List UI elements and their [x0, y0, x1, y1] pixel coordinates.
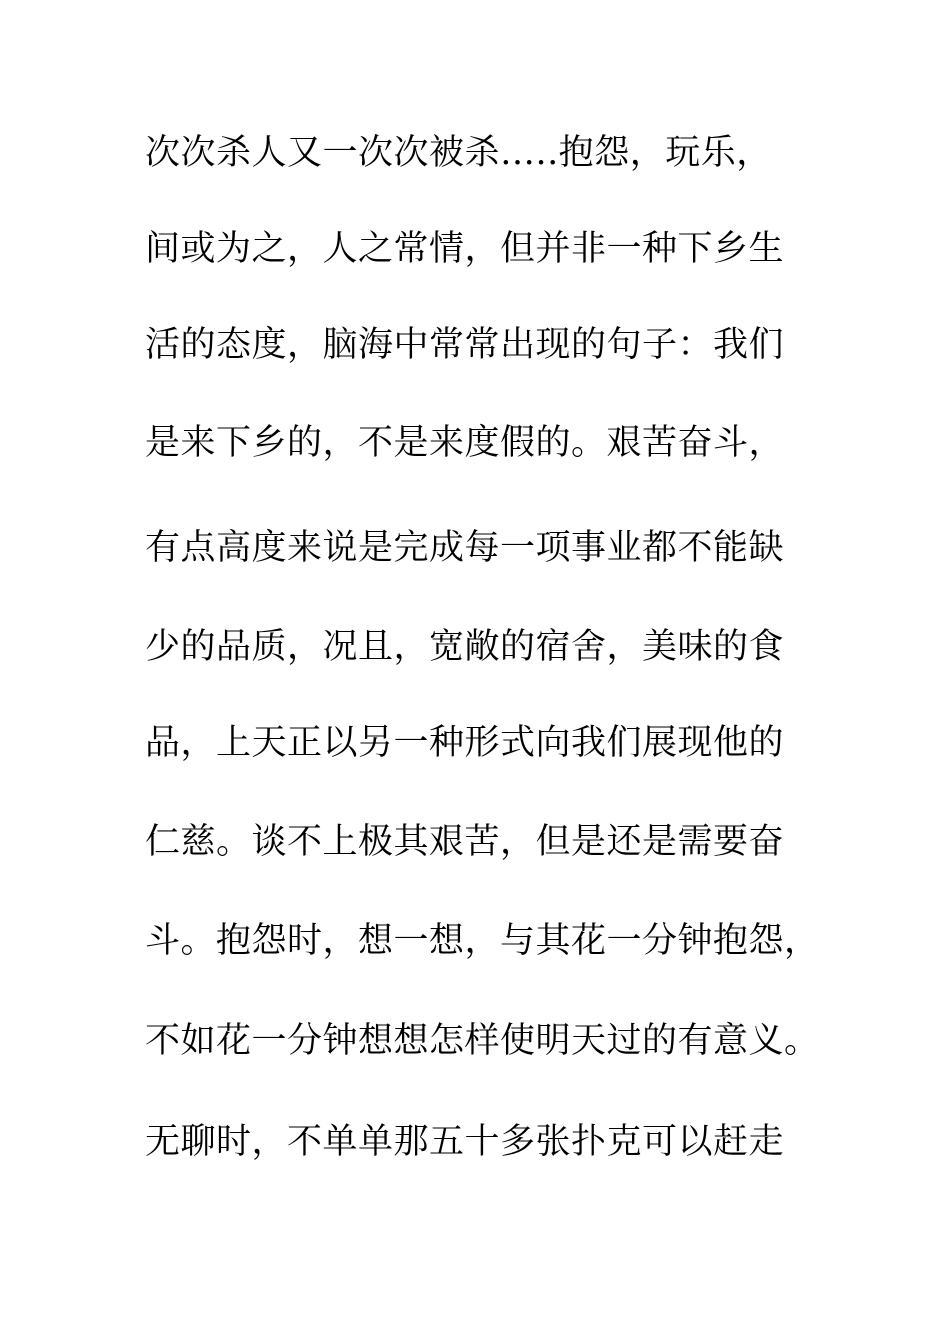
text-line: 无聊时，不单单那五十多张扑克可以赶走	[145, 1122, 785, 1162]
text-line: 少的品质，况且，宽敞的宿舍，美味的食	[145, 627, 785, 667]
text-line: 间或为之，人之常情，但并非一种下乡生	[145, 229, 785, 269]
text-line: 仁慈。谈不上极其艰苦，但是还是需要奋	[145, 822, 785, 862]
text-line: 品，上天正以另一种形式向我们展现他的	[145, 723, 785, 763]
text-line: 不如花一分钟想想怎样使明天过的有意义。	[145, 1021, 820, 1061]
text-line: 活的态度，脑海中常常出现的句子：我们	[145, 325, 785, 365]
text-line: 是来下乡的，不是来度假的。艰苦奋斗，	[145, 423, 785, 463]
text-line: 次次杀人又一次次被杀…..抱怨，玩乐，	[145, 133, 772, 173]
text-line: 有点高度来说是完成每一项事业都不能缺	[145, 528, 785, 568]
text-line: 斗。抱怨时，想一想，与其花一分钟抱怨，	[145, 921, 820, 961]
